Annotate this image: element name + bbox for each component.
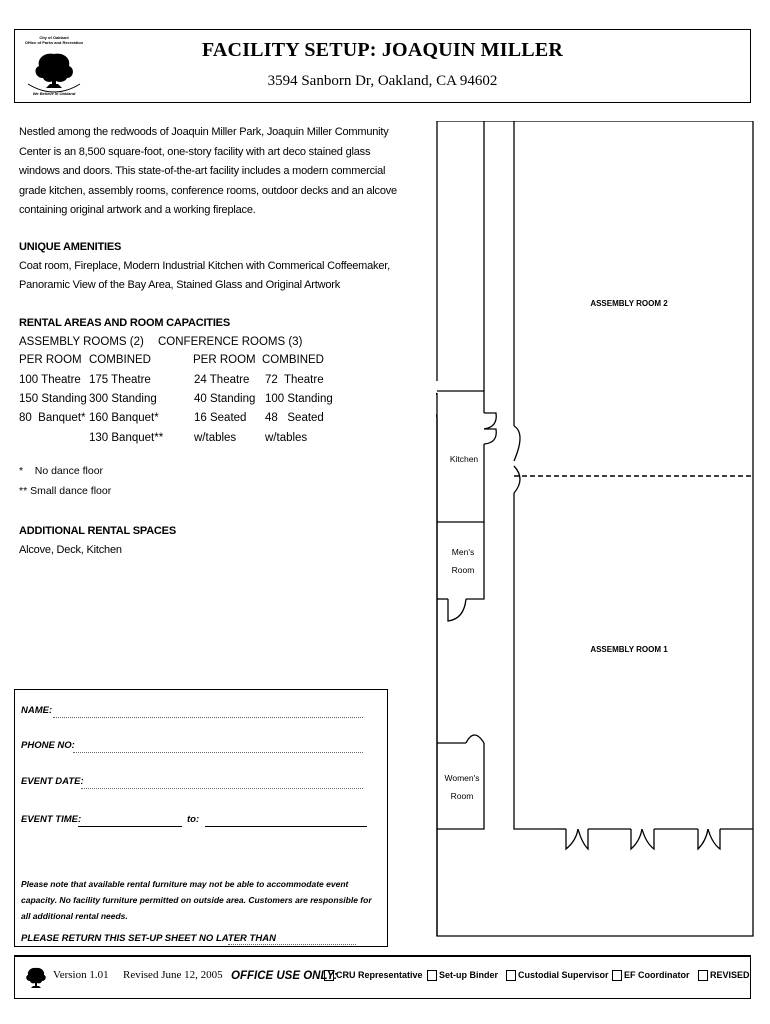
checkbox-label: Custodial Supervisor (518, 970, 609, 980)
revised-date-text: Revised June 12, 2005 (123, 969, 223, 981)
checkbox-label: EF Coordinator (624, 970, 690, 980)
rental-heading: RENTAL AREAS AND ROOM CAPACITIES (19, 317, 230, 329)
conference-per-room-header: PER ROOM (193, 354, 256, 366)
assembly-rooms-heading: ASSEMBLY ROOMS (2) (19, 336, 144, 348)
mens-room-label-line1: Men's (451, 547, 475, 557)
name-label: NAME: (21, 705, 53, 716)
footnote-no-dance-floor: * No dance floor (19, 465, 104, 477)
kitchen-label: Kitchen (449, 454, 479, 464)
to-label: to: (187, 814, 200, 825)
footnote-small-dance-floor: ** Small dance floor (19, 485, 112, 497)
logo-text-top2: Office of Parks and Recreation (24, 40, 84, 45)
checkbox-box[interactable] (698, 970, 708, 981)
checkbox-label: REVISED (710, 970, 750, 980)
checkbox-ef-coordinator[interactable] (612, 970, 690, 981)
amenities-heading: UNIQUE AMENITIES (19, 241, 122, 253)
checkbox-custodial-supervisor[interactable] (506, 970, 609, 981)
event-time-label: EVENT TIME: (21, 814, 82, 825)
conference-combined-4: w/tables (265, 432, 308, 444)
conference-combined-header: COMBINED (262, 354, 324, 366)
name-field[interactable] (53, 717, 363, 718)
conference-rooms-heading: CONFERENCE ROOMS (3) (158, 336, 303, 348)
assembly-combined-4: 130 Banquet** (89, 432, 164, 444)
checkbox-cru-representative[interactable] (324, 970, 423, 981)
facility-address: 3594 Sanborn Dr, Oakland, CA 94602 (267, 73, 498, 89)
assembly-room-1-label: ASSEMBLY ROOM 1 (590, 645, 668, 654)
assembly-combined-1: 175 Theatre (89, 374, 151, 386)
assembly-combined-3: 160 Banquet* (89, 412, 159, 424)
event-time-end-field[interactable] (205, 826, 367, 827)
conference-per-room-2: 40 Standing (194, 393, 256, 405)
checkbox-box[interactable] (427, 970, 437, 981)
office-use-label: OFFICE USE ONLY: (231, 970, 338, 982)
event-time-start-field[interactable] (78, 826, 182, 827)
oak-tree-small-icon (23, 965, 49, 991)
event-date-field[interactable] (81, 788, 363, 789)
floor-plan-drawing (436, 121, 754, 937)
checkbox-box[interactable] (506, 970, 516, 981)
return-deadline-field[interactable] (228, 944, 356, 945)
additional-spaces-text: Alcove, Deck, Kitchen (19, 544, 122, 556)
amenities-line1: Coat room, Fireplace, Modern Industrial Kitchen with Commerical Coffeemaker, (19, 260, 390, 272)
conference-combined-3: 48 Seated (265, 412, 324, 424)
assembly-combined-2: 300 Standing (89, 393, 157, 405)
mens-room-label-line2: Room (451, 565, 475, 575)
assembly-combined-header: COMBINED (89, 354, 151, 366)
womens-room-label-line2: Room (450, 791, 474, 801)
page-title: FACILITY SETUP: JOAQUIN MILLER (201, 39, 564, 61)
furniture-note: Please note that available rental furniture may not be able to accommodate event capacity. No facility furniture permitted on outside area. Customers are responsible for all additional rental needs. (21, 879, 372, 921)
conference-per-room-4: w/tables (194, 432, 237, 444)
checkbox-setup-binder[interactable] (427, 970, 498, 981)
logo-text-top1: City of Oakland (39, 35, 69, 40)
phone-field[interactable] (73, 752, 363, 753)
phone-label: PHONE NO: (21, 740, 75, 751)
checkbox-revised[interactable] (698, 970, 750, 981)
assembly-per-room-3: 80 Banquet* (19, 412, 86, 424)
logo-text-bottom: We Believe in Oakland (32, 91, 76, 96)
womens-room-label-line1: Women's (444, 773, 480, 783)
additional-spaces-heading: ADDITIONAL RENTAL SPACES (19, 525, 176, 537)
checkbox-box[interactable] (324, 970, 334, 981)
assembly-per-room-header: PER ROOM (19, 354, 82, 366)
assembly-per-room-2: 150 Standing (19, 393, 87, 405)
event-date-label: EVENT DATE: (21, 776, 84, 787)
floor-plan (436, 121, 754, 942)
booking-form (14, 689, 388, 947)
conference-combined-1: 72 Theatre (265, 374, 324, 386)
footer-bar (14, 955, 751, 999)
checkbox-label: Set-up Binder (439, 970, 499, 980)
conference-per-room-3: 16 Seated (194, 412, 247, 424)
conference-per-room-1: 24 Theatre (194, 374, 250, 386)
amenities-line2: Panoramic View of the Bay Area, Stained Glass and Original Artwork (19, 279, 341, 291)
checkbox-label: CRU Representative (336, 970, 423, 980)
assembly-per-room-1: 100 Theatre (19, 374, 81, 386)
assembly-room-2-label: ASSEMBLY ROOM 2 (590, 299, 668, 308)
checkbox-box[interactable] (612, 970, 622, 981)
conference-combined-2: 100 Standing (265, 393, 333, 405)
return-deadline-label: PLEASE RETURN THIS SET-UP SHEET NO LATER THAN (21, 933, 276, 944)
header-box (14, 29, 751, 103)
version-text: Version 1.01 (53, 969, 109, 981)
intro-paragraph: Nestled among the redwoods of Joaquin Miller Park, Joaquin Miller Community Center is an 8,500 square-foot, one-story facility with art deco stained glass windows and doors. This state-of-the-art facility includes a modern commercial grade kitchen, assembly rooms, conference rooms, outdoor decks and an alcove containing original artwork and a working fireplace. (19, 126, 397, 216)
